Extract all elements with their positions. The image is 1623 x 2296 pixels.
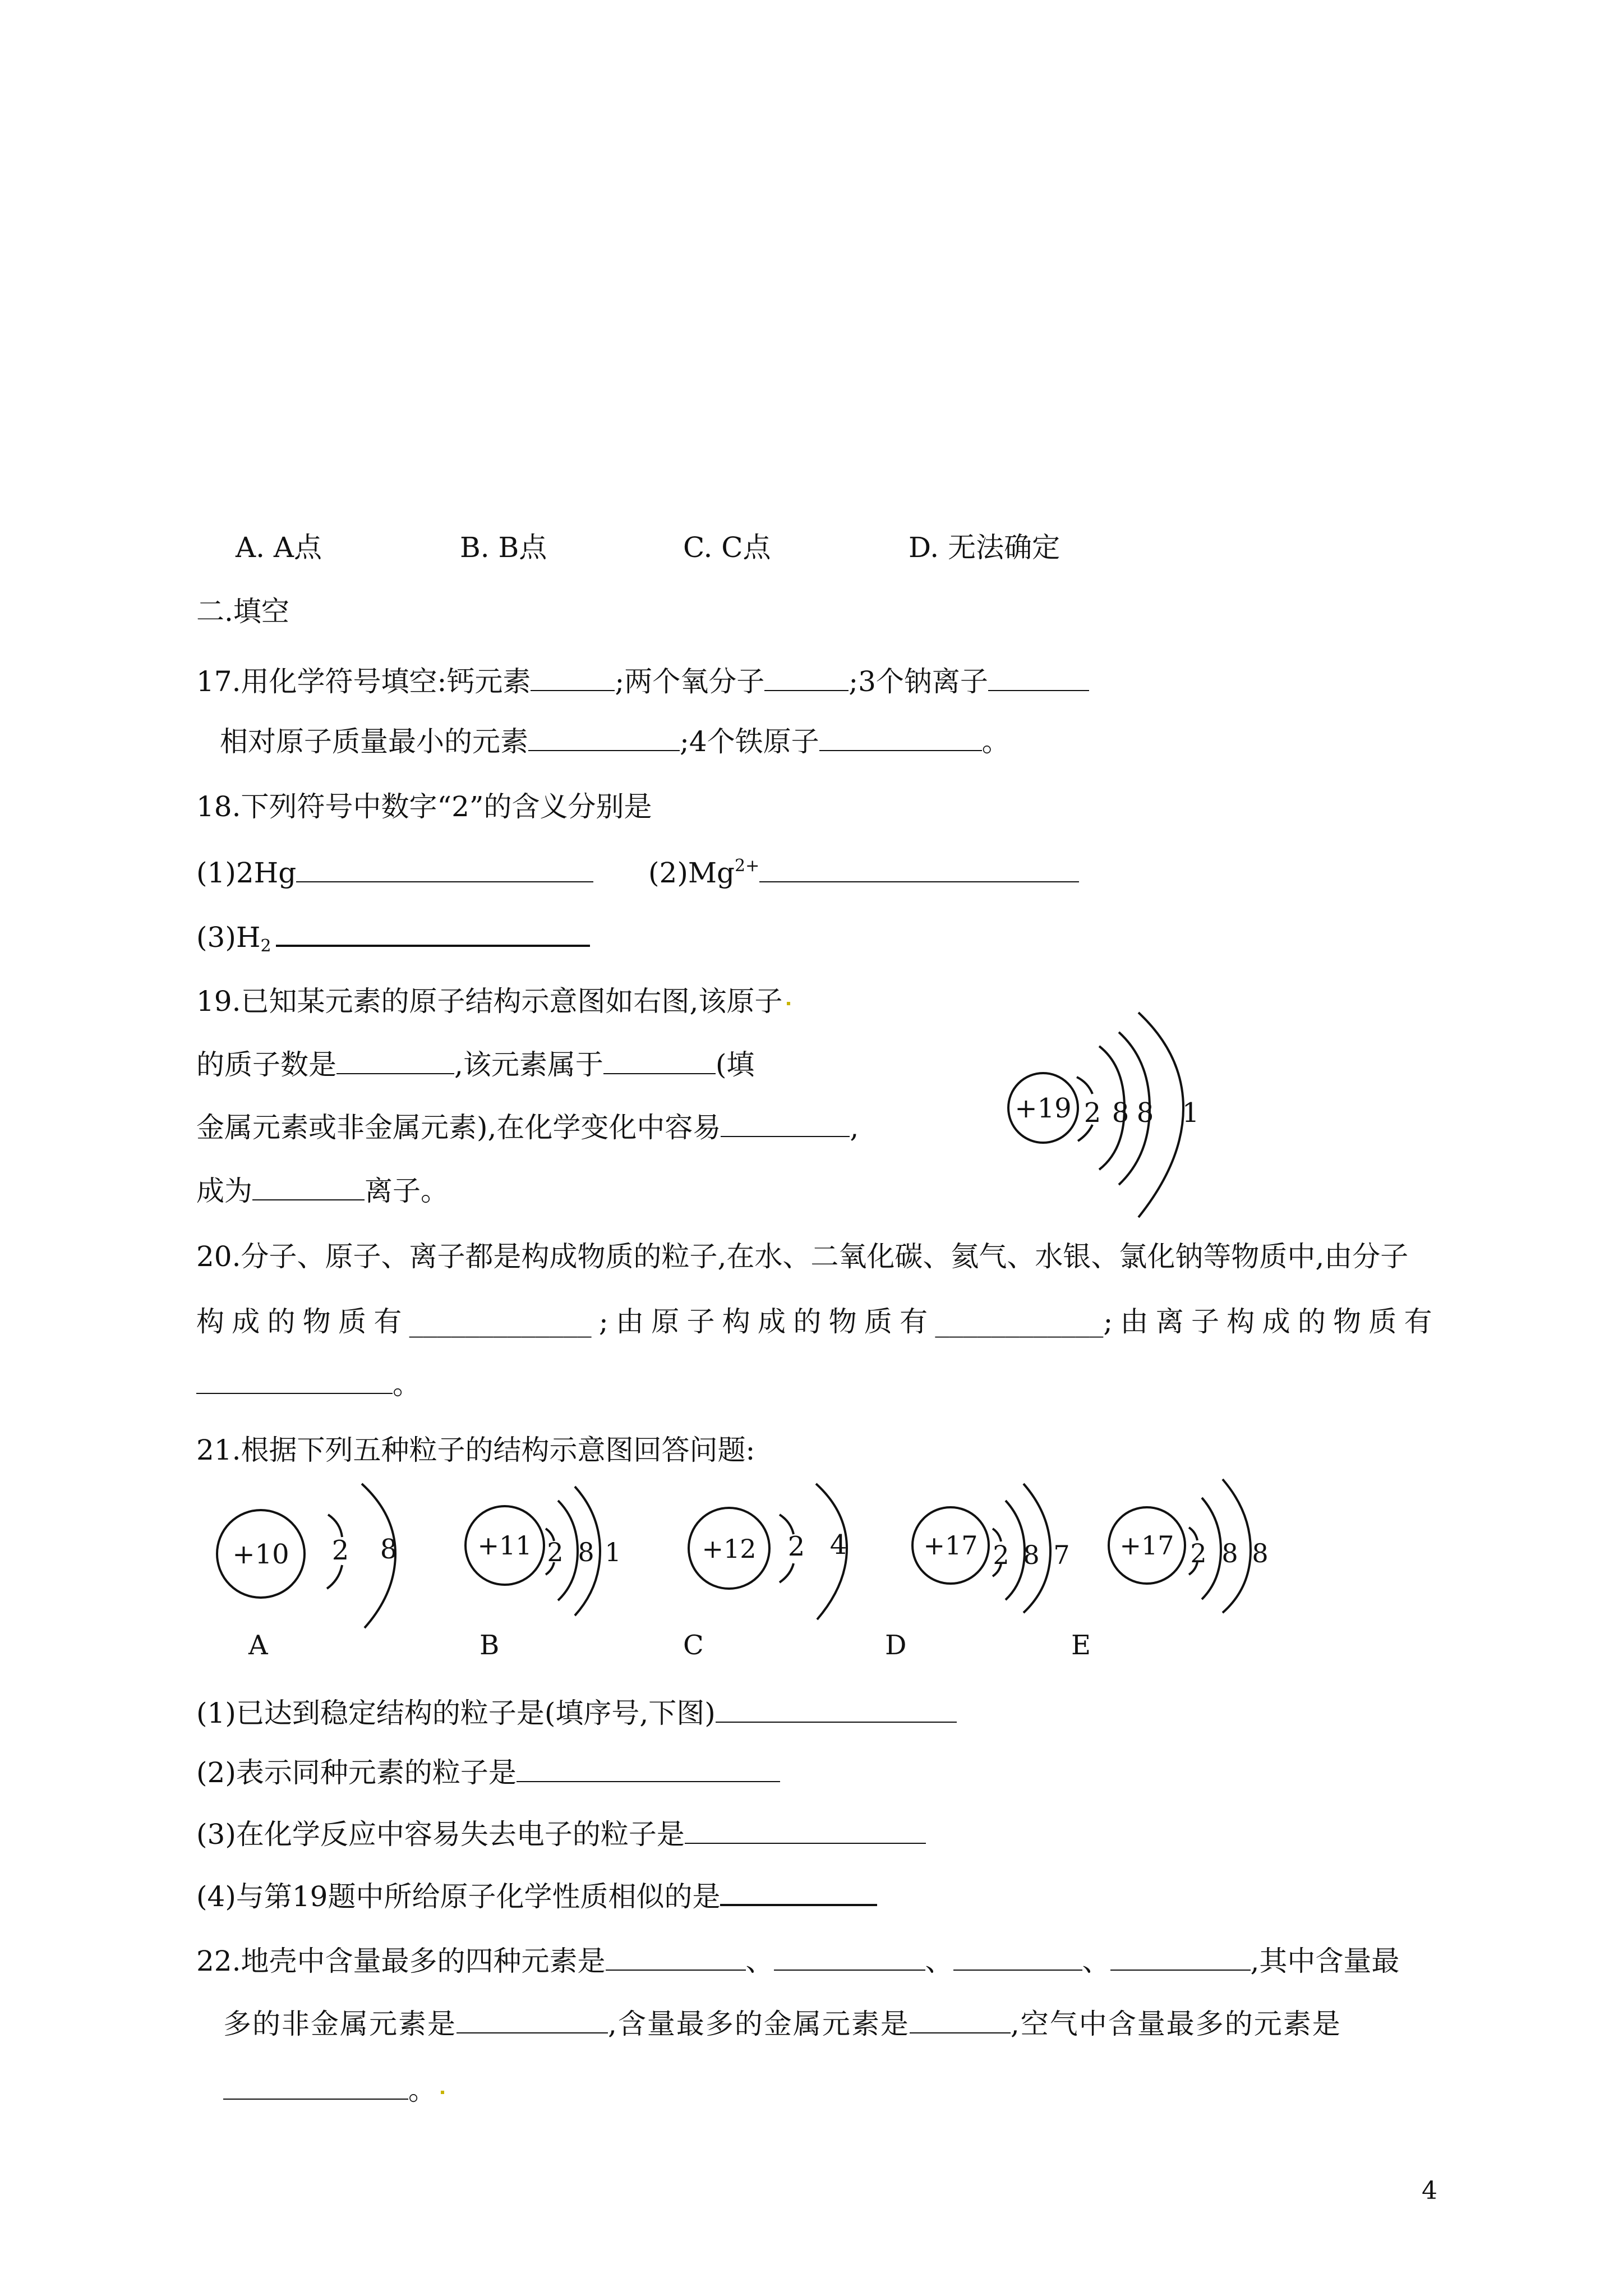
q22-line1: 22.地壳中含量最多的四种元素是 、 、 、 ,其中含量最 xyxy=(196,1945,1400,1977)
shell-electrons: 4 xyxy=(829,1529,847,1561)
q20-line2-segment: 构 xyxy=(722,1305,750,1338)
atom-diagram-a xyxy=(216,1481,429,1632)
q20-line2-segment: 由 xyxy=(1120,1305,1149,1338)
nucleus-charge: +17 xyxy=(923,1530,978,1561)
q20-line2-segment: 的 xyxy=(267,1305,296,1338)
marker-dot xyxy=(441,2091,444,2094)
shell-electrons: 7 xyxy=(1053,1540,1070,1570)
q19-line3: 金属元素或非金属元素),在化学变化中容易 , xyxy=(196,1111,859,1144)
answer-blank[interactable] xyxy=(721,1111,850,1137)
answer-blank[interactable] xyxy=(685,1818,926,1844)
q20-line2-segment: 物 xyxy=(302,1305,331,1338)
q20-line2-segment: 有 xyxy=(374,1305,402,1338)
q21-sub4: (4)与第19题中所给原子化学性质相似的是 xyxy=(196,1879,877,1913)
answer-blank[interactable] xyxy=(517,1756,780,1782)
q21-sub3: (3)在化学反应中容易失去电子的粒子是 xyxy=(196,1818,926,1851)
q20-line2 xyxy=(196,1305,1432,1338)
shell-electrons: 1 xyxy=(1182,1097,1200,1129)
shell-electrons: 2 xyxy=(1190,1538,1207,1568)
page-number: 4 xyxy=(1422,2177,1437,2205)
atom-label: D xyxy=(885,1630,907,1661)
answer-blank[interactable] xyxy=(759,857,1079,882)
atom-diagram-q19 xyxy=(998,1010,1223,1245)
q20-line2-segment: 原 xyxy=(651,1305,680,1338)
atom-label: C xyxy=(683,1630,704,1661)
shell-electrons: 1 xyxy=(605,1537,621,1567)
answer-blank[interactable] xyxy=(720,1879,877,1906)
shell-electrons: 8 xyxy=(1252,1538,1269,1568)
q20-line2-segment: 的 xyxy=(1297,1305,1326,1338)
q18-item1: (1)2Hg xyxy=(196,856,593,890)
nucleus-charge: +11 xyxy=(477,1530,532,1561)
q20-line2-segment: 成 xyxy=(758,1305,786,1338)
nucleus-charge: +17 xyxy=(1119,1530,1174,1561)
shell-arc xyxy=(1077,1077,1092,1094)
q20-line2-segment: 有 xyxy=(1404,1305,1432,1338)
q20-line2-segment: 构 xyxy=(196,1305,224,1338)
atom-diagram-d xyxy=(911,1475,1074,1616)
q18-item3: $(3)H_2$ xyxy=(196,920,590,954)
atom-label: A xyxy=(248,1630,268,1661)
answer-blank[interactable] xyxy=(336,1048,454,1074)
answer-blank[interactable] xyxy=(910,2008,1011,2033)
shell-electrons: 8 xyxy=(380,1534,398,1565)
q22-line2: 多的非金属元素是 ,含量最多的金属元素是 ,空气中含量最多的元素是 xyxy=(223,2008,1341,2040)
q20-line2-segment: 子 xyxy=(1191,1305,1220,1338)
answer-blank[interactable] xyxy=(252,1175,365,1200)
shell-electrons: 8 xyxy=(1136,1097,1154,1129)
answer-blank[interactable] xyxy=(296,857,593,882)
q20-line2-segment: 由 xyxy=(615,1305,644,1338)
atom-diagram-b xyxy=(463,1473,631,1618)
q20-line2-segment: ____________; xyxy=(935,1305,1113,1338)
q20-line2-segment: 的 xyxy=(793,1305,822,1338)
shell-electrons: 2 xyxy=(993,1540,1009,1570)
answer-blank[interactable] xyxy=(953,1945,1082,1971)
q19-line2: 的质子数是 ,该元素属于 (填 xyxy=(196,1048,755,1081)
shell-electrons: 2 xyxy=(787,1531,805,1562)
q20-line2-segment: 物 xyxy=(828,1305,857,1338)
nucleus-charge: +10 xyxy=(232,1539,289,1570)
q20-line2-segment: 质 xyxy=(338,1305,367,1338)
q20-line2-segment: 物 xyxy=(1333,1305,1362,1338)
q21-sub2: (2)表示同种元素的粒子是 xyxy=(196,1756,780,1789)
q18-stem: 18.下列符号中数字“2”的含义分别是 xyxy=(196,790,652,823)
shell-arc xyxy=(328,1515,342,1537)
q18-item2: $(2)Mg^{2+}$ xyxy=(648,856,1079,890)
q20-line2-segment: 有 xyxy=(900,1305,928,1338)
shell-electrons: 8 xyxy=(578,1537,594,1567)
q20-line2-segment: 成 xyxy=(232,1305,260,1338)
shell-electrons: 2 xyxy=(1083,1097,1101,1129)
answer-blank[interactable] xyxy=(276,920,590,947)
nucleus-charge: +19 xyxy=(1015,1093,1072,1124)
q20-line3: 。 xyxy=(196,1368,421,1401)
option-d: D. 无法确定 xyxy=(909,531,1061,564)
q19-line4: 成为 离子。 xyxy=(196,1175,449,1207)
option-c: C. C点 xyxy=(683,531,771,564)
q17-line2: 相对原子质量最小的元素 ;4个铁原子 。 xyxy=(220,725,1010,758)
shell-electrons: 8 xyxy=(1023,1540,1040,1570)
answer-blank[interactable] xyxy=(774,1945,925,1971)
q21-stem: 21.根据下列五种粒子的结构示意图回答问题: xyxy=(196,1434,755,1466)
q22-line3: 。 xyxy=(223,2073,444,2107)
answer-blank[interactable] xyxy=(764,665,849,691)
shell-arc xyxy=(327,1565,342,1589)
q20-line2-segment: 质 xyxy=(864,1305,892,1338)
q20-line2-segment: 离 xyxy=(1155,1305,1184,1338)
atom-diagram-e xyxy=(1108,1473,1276,1616)
answer-blank[interactable] xyxy=(988,665,1089,691)
atom-label: B xyxy=(479,1630,500,1661)
q20-line1: 20.分子、原子、离子都是构成物质的粒子,在水、二氧化碳、氦气、水银、氯化钠等物质中,由分子 xyxy=(196,1240,1409,1273)
answer-blank[interactable] xyxy=(716,1697,957,1723)
shell-arc xyxy=(780,1563,794,1582)
option-a: A. A点 xyxy=(236,531,322,564)
answer-blank[interactable] xyxy=(1110,1945,1251,1971)
answer-blank[interactable] xyxy=(606,1945,746,1971)
shell-electrons: 2 xyxy=(547,1537,564,1567)
answer-blank[interactable] xyxy=(819,725,982,751)
q20-line2-segment: ; xyxy=(598,1305,608,1338)
q17-line1: 17.用化学符号填空:钙元素 ;两个氧分子 ;3个钠离子 xyxy=(196,665,1089,698)
marker-dot xyxy=(787,1002,790,1005)
answer-blank[interactable] xyxy=(531,665,615,691)
atom-diagram-c xyxy=(687,1473,872,1624)
q20-line2-segment: 构 xyxy=(1227,1305,1255,1338)
answer-blank[interactable] xyxy=(457,2008,608,2033)
atom-label: E xyxy=(1071,1630,1091,1661)
option-b: B. B点 xyxy=(460,531,547,564)
q20-line2-segment: 成 xyxy=(1262,1305,1290,1338)
answer-blank[interactable] xyxy=(196,1368,393,1394)
shell-electrons: 8 xyxy=(1112,1097,1129,1129)
nucleus-charge: +12 xyxy=(702,1534,757,1564)
shell-electrons: 2 xyxy=(331,1535,349,1566)
q21-sub1: (1)已达到稳定结构的粒子是(填序号,下图) xyxy=(196,1696,957,1730)
q20-line2-segment: 子 xyxy=(686,1305,715,1338)
q20-line2-segment: 质 xyxy=(1368,1305,1397,1338)
section-heading: 二.填空 xyxy=(196,595,289,628)
q20-line2-segment: _____________ xyxy=(409,1305,592,1338)
shell-electrons: 8 xyxy=(1221,1538,1238,1568)
answer-blank[interactable] xyxy=(223,2074,408,2100)
q19-line1: 19.已知某元素的原子结构示意图如右图,该原子 xyxy=(196,984,790,1018)
answer-blank[interactable] xyxy=(528,725,680,751)
answer-blank[interactable] xyxy=(603,1048,716,1074)
